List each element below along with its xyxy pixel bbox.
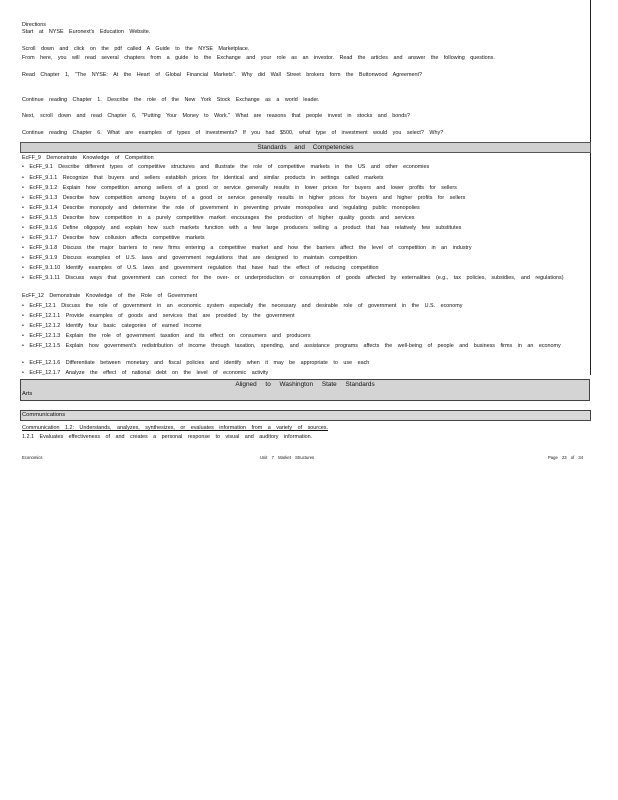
standard-group-title: EcFF_9 Demonstrate Knowledge of Competition <box>22 155 154 161</box>
communication-substandard: 1.2.1 Evaluates effectiveness of and creates a personal response to visual and auditory information. <box>22 434 313 440</box>
footer-left: Economics <box>22 455 43 460</box>
standard-item: • EcFF_9.1.8 Discuss the major barriers to new firms entering a competitive market and how the barriers affect the level of competition in an industry <box>22 245 472 251</box>
aligned-standards-banner <box>20 379 590 401</box>
standard-item: • EcFF_12.1.7 Analyze the effect of national debt on the level of economic activity <box>22 370 269 376</box>
standard-item: • EcFF_9.1.3 Describe how competition among buyers of a good or service generally results in higher prices for buyers and higher profits for sellers <box>22 195 466 201</box>
directions-line: Continue reading Chapter 1. Describe the role of the New York Stock Exchange as a world leader. <box>22 97 320 103</box>
directions-line: Read Chapter 1, "The NYSE: At the Heart of Global Financial Markets". Why did Wall Street brokers form the Buttonwood Agreement? <box>22 72 423 78</box>
directions-line: Scroll down and click on the pdf called A Guide to the NYSE Marketplace. <box>22 46 250 52</box>
directions-heading: Directions <box>22 22 46 28</box>
aligned-standards-title: Aligned to Washington State Standards <box>235 381 375 388</box>
communication-standard: Communication 1.2: Understands, analyzes, synthesizes, or evaluates information from a variety of sources. <box>22 425 328 431</box>
directions-line: Start at NYSE Euronext's Education Website. <box>22 29 151 35</box>
standard-item: • EcFF_9.1 Describe different types of competitive structures and illustrate the role of competitive markets in the US and other economies <box>22 164 430 170</box>
standard-item: • EcFF_12.1.2 Identify four basic categories of earned income <box>22 323 202 329</box>
standard-group-title: EcFF_12 Demonstrate Knowledge of the Role of Government <box>22 293 198 299</box>
standard-item: • EcFF_9.1.5 Describe how competition in a purely competitive market encourages the production of higher quality goods and services <box>22 215 415 221</box>
standard-item: • EcFF_12.1 Discuss the role of government in an economic system especially the necessary and desirable role of government in the U.S. economy <box>22 303 463 309</box>
communications-heading: Communications <box>20 410 591 421</box>
standard-item: • EcFF_9.1.4 Describe monopoly and determine the role of government in preventing private monopolies and regulating public monopolies <box>22 205 420 211</box>
right-border-line <box>590 0 591 375</box>
standard-item: • EcFF_9.1.1 Recognize that buyers and sellers establish prices for identical and similar products in settings called markets <box>22 175 384 181</box>
directions-line: From here, you will read several chapters from a guide to the Exchange and your role as an investor. Read the articles and answer the following questions. <box>22 55 495 61</box>
standard-item: • EcFF_9.1.6 Define oligopoly and explain how such markets function with a few large producers selling a product that has relatively few substitutes <box>22 225 462 231</box>
footer-center: Unit 7 Market Structures <box>260 455 315 460</box>
directions-line: Next, scroll down and read Chapter 6, "Putting Your Money to Work." What are reasons that people invest in stocks and bonds? <box>22 113 410 119</box>
standard-item: • EcFF_9.1.9 Discuss examples of U.S. laws and government regulations that are designed to maintain competition <box>22 255 357 261</box>
document-page <box>20 0 591 470</box>
standard-item: • EcFF_12.1.3 Explain the role of government taxation and its effect on consumers and producers <box>22 333 311 339</box>
standards-heading: Standards and Competencies <box>20 142 591 153</box>
directions-line: Continue reading Chapter 6. What are examples of types of investments? If you had $500, what type of investment would you select? Why? <box>22 130 444 136</box>
standard-item: • EcFF_12.1.1 Provide examples of goods and services that are provided by the government <box>22 313 295 319</box>
aligned-subject: Arts <box>22 391 33 397</box>
standard-item: • EcFF_12.1.5 Explain how government's redistribution of income through taxation, spending, and assistance programs affects the well-being of people and business firms in an economy <box>22 343 561 349</box>
standard-item: • EcFF_9.1.2 Explain how competition among sellers of a good or service generally results in lower prices for buyers and lower profits for sellers <box>22 185 457 191</box>
standard-item: • EcFF_12.1.6 Differentiate between monetary and fiscal policies and identify when it may be appropriate to use each <box>22 360 370 366</box>
footer-page-number: Page 23 of 34 <box>548 455 584 460</box>
standard-item: • EcFF_9.1.10 Identify examples of U.S. laws and government regulation that have had the effect of reducing competition <box>22 265 379 271</box>
standard-item: • EcFF_9.1.11 Discuss ways that government can correct for the over- or underproduction or consumption of goods affected by externalities (e.g., tax policies, subsidies, and regulations) <box>22 275 564 281</box>
standard-item: • EcFF_9.1.7 Describe how collusion affects competitive markets <box>22 235 205 241</box>
